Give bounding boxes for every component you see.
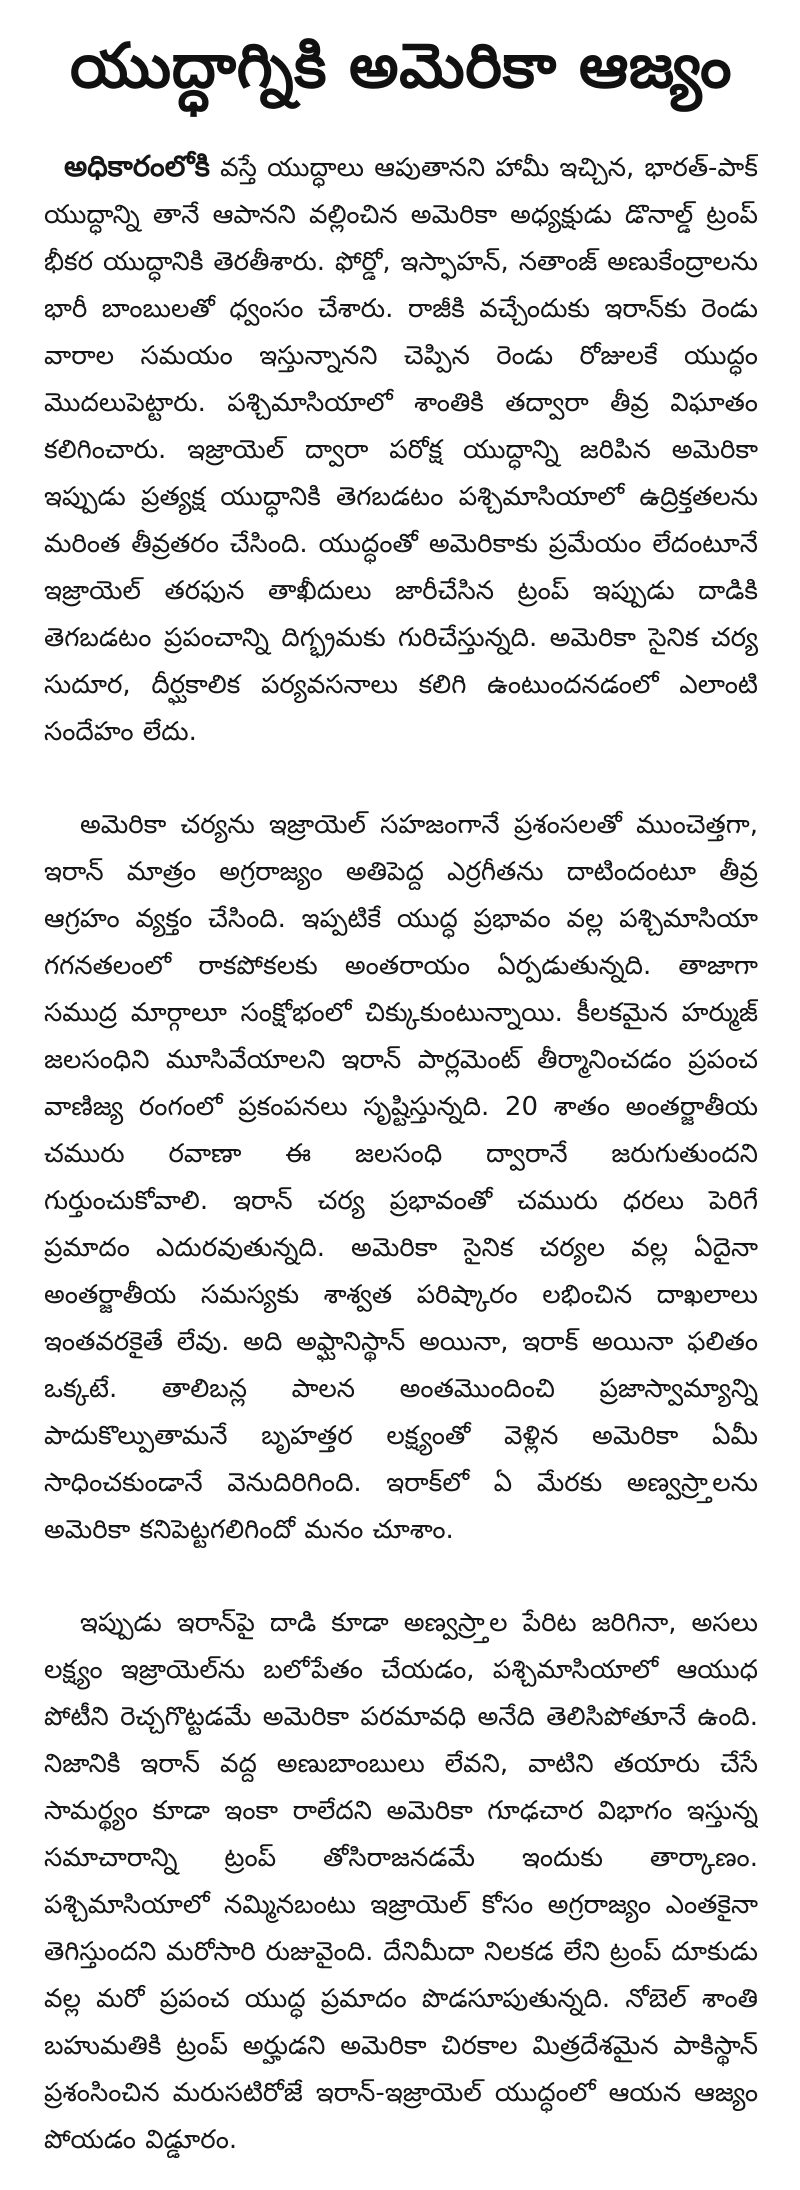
editorial-article bbox=[44, 30, 758, 2160]
paragraph-1 bbox=[44, 143, 758, 756]
headline: యుద్ధాగ్నికి అమెరికా ఆజ్యం bbox=[69, 30, 733, 102]
lead-in-word: అధికారంలోకి bbox=[64, 149, 210, 184]
paragraph-1-text: వస్తే యుద్ధాలు ఆపుతానని హామీ ఇచ్చిన, భారత్‌-పాక్‌ యుద్ధాన్ని తానే ఆపానని వల్లించిన అమెరికా అధ్యక్షుడు డొనాల్డ్‌ ట్రంప్‌ భీకర యుద్ధానికి తెరతీశారు. ఫోర్డో, ఇస్ఫాహన్‌, నతాంజ్‌ అణుకేంద్రాలను భారీ బాంబులతో ధ్వంసం చేశారు. రాజీకి వచ్చేందుకు ఇరాన్‌కు రెండు వారాల సమయం ఇస్తున్నానని చెప్పిన రెండు రోజులకే యుద్ధం మొదలుపెట్టారు. పశ్చిమాసియాలో శాంతికి తద్వారా తీవ్ర విఘాతం కలిగించారు. ఇజ్రాయెల్‌ ద్వారా పరోక్ష యుద్ధాన్ని జరిపిన అమెరికా ఇప్పుడు ప్రత్యక్ష యుద్ధానికి తెగబడటం పశ్చిమాసియాలో ఉద్రిక్తతలను మరింత తీవ్రతరం చేసింది. యుద్ధంతో అమెరికాకు ప్రమేయం లేదంటూనే ఇజ్రాయెల్‌ తరఫున తాఖీదులు జారీచేసిన ట్రంప్‌ ఇప్పుడు దాడికి తెగబడటం ప్రపంచాన్ని దిగ్భ్రమకు గురిచేస్తున్నది. అమెరికా సైనిక చర్య సుదూర, దీర్ఘకాలిక పర్యవసనాలు కలిగి ఉంటుందనడంలో ఎలాంటి సందేహం లేదు. bbox=[44, 153, 758, 748]
paragraph-2: అమెరికా చర్యను ఇజ్రాయెల్‌ సహజంగానే ప్రశంసలతో ముంచెత్తగా, ఇరాన్‌ మాత్రం అగ్రరాజ్యం అతిపెద్ద ఎర్రగీతను దాటిందంటూ తీవ్ర ఆగ్రహం వ్యక్తం చేసింది. ఇప్పటికే యుద్ధ ప్రభావం వల్ల పశ్చిమాసియా గగనతలంలో రాకపోకలకు అంతరాయం ఏర్పడుతున్నది. తాజాగా సముద్ర మార్గాలూ సంక్షోభంలో చిక్కుకుంటున్నాయి. కీలకమైన హర్ముజ్‌ జలసంధిని మూసివేయాలని ఇరాన్‌ పార్లమెంట్‌ తీర్మానించడం ప్రపంచ వాణిజ్య రంగంలో ప్రకంపనలు సృష్టిస్తున్నది. 20 శాతం అంతర్జాతీయ చమురు రవాణా ఈ జలసంధి ద్వారానే జరుగుతుందని గుర్తుంచుకోవాలి. ఇరాన్‌ చర్య ప్రభావంతో చమురు ధరలు పెరిగే ప్రమాదం ఎదురవుతున్నది. అమెరికా సైనిక చర్యల వల్ల ఏదైనా అంతర్జాతీయ సమస్యకు శాశ్వత పరిష్కారం లభించిన దాఖలాలు ఇంతవరకైతే లేవు. అది అఫ్ఘానిస్థాన్‌ అయినా, ఇరాక్‌ అయినా ఫలితం ఒక్కటే. తాలిబన్ల పాలన అంతమొందించి ప్రజాస్వామ్యాన్ని పాదుకొల్పుతామనే బృహత్తర లక్ష్యంతో వెళ్లిన అమెరికా ఏమీ సాధించకుండానే వెనుదిరిగింది. ఇరాక్‌లో ఏ మేరకు అణ్వస్ర్తాలను అమెరికా కనిపెట్టగలిగిందో మనం చూశాం. bbox=[44, 810, 758, 1546]
paragraph-3: ఇప్పుడు ఇరాన్‌పై దాడి కూడా అణ్వస్ర్తాల పేరిట జరిగినా, అసలు లక్ష్యం ఇజ్రాయెల్‌ను బలోపేతం చేయడం, పశ్చిమాసియాలో ఆయుధ పోటీని రెచ్చగొట్టడమే అమెరికా పరమావధి అనేది తెలిసిపోతూనే ఉంది. నిజానికి ఇరాన్‌ వద్ద అణుబాంబులు లేవని, వాటిని తయారు చేసే సామర్థ్యం కూడా ఇంకా రాలేదని అమెరికా గూఢచార విభాగం ఇస్తున్న సమాచారాన్ని ట్రంప్‌ తోసిరాజనడమే ఇందుకు తార్కాణం. పశ్చిమాసియాలో నమ్మినబంటు ఇజ్రాయెల్‌ కోసం అగ్రరాజ్యం ఎంతకైనా తెగిస్తుందని మరోసారి రుజువైంది. దేనిమీదా నిలకడ లేని ట్రంప్‌ దూకుడు వల్ల మరో ప్రపంచ యుద్ధ ప్రమాదం పొడసూపుతున్నది. నోబెల్‌ శాంతి బహుమతికి ట్రంప్‌ అర్హుడని అమెరికా చిరకాల మిత్రదేశమైన పాకిస్థాన్‌ ప్రశంసించిన మరుసటిరోజే ఇరాన్‌-ఇజ్రాయెల్‌ యుద్ధంలో ఆయన ఆజ్యం పోయడం విడ్డూరం. bbox=[44, 1608, 758, 2156]
